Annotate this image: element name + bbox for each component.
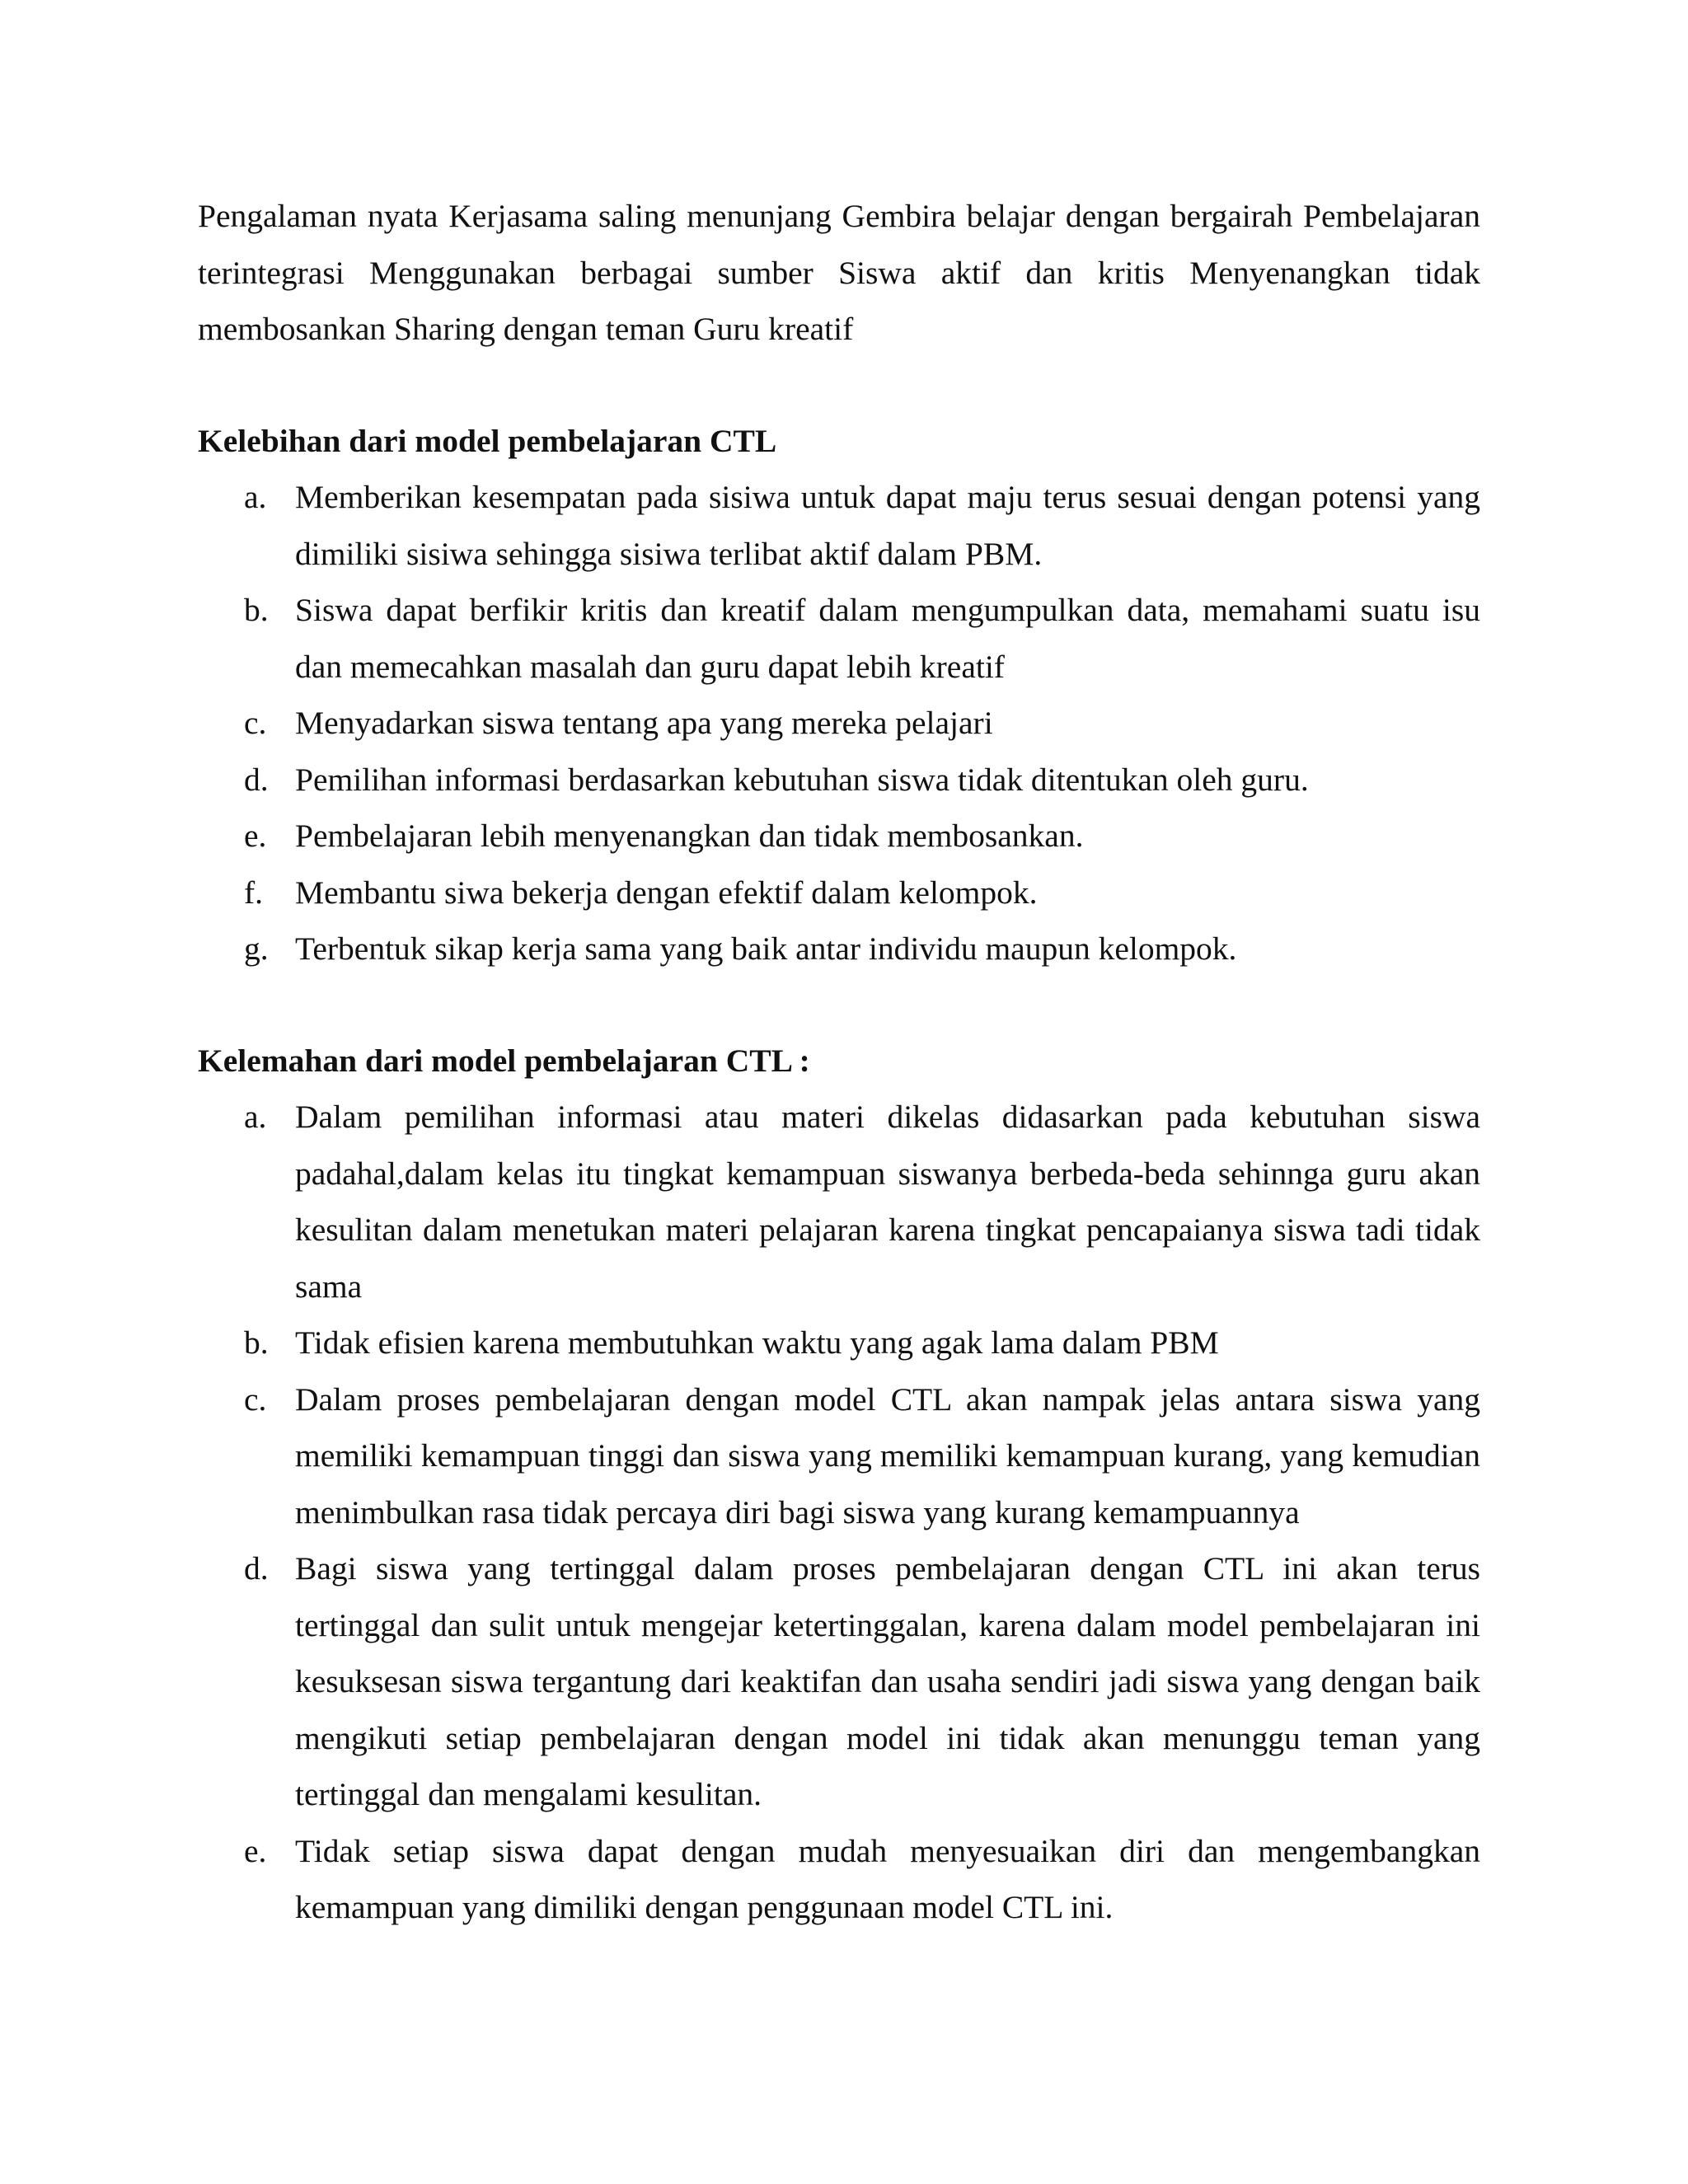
list-marker: d. xyxy=(244,761,269,798)
list-item-text: Memberikan kesempatan pada sisiwa untuk dapat maju terus sesuai dengan potensi yang dimiliki sisiwa sehingga sisiwa terlibat aktif dalam PBM. xyxy=(295,479,1480,572)
list-marker: a. xyxy=(244,1099,267,1135)
document-page xyxy=(198,188,1480,1936)
list-item-text: Pemilihan informasi berdasarkan kebutuhan siswa tidak ditentukan oleh guru. xyxy=(295,761,1309,798)
list-marker: f. xyxy=(244,874,264,911)
kelebihan-item xyxy=(198,808,1480,865)
kelebihan-item xyxy=(198,865,1480,921)
kelemahan-item xyxy=(198,1823,1480,1936)
kelebihan-list xyxy=(198,469,1480,977)
kelemahan-item xyxy=(198,1315,1480,1371)
list-marker: b. xyxy=(244,592,269,628)
list-item-text: Pembelajaran lebih menyenangkan dan tidak membosankan. xyxy=(295,818,1084,854)
list-marker: b. xyxy=(244,1324,269,1361)
kelebihan-item xyxy=(198,469,1480,582)
intro-paragraph: Pengalaman nyata Kerjasama saling menunjang Gembira belajar dengan bergairah Pembelajaran terintegrasi Menggunakan berbagai sumber Siswa aktif dan kritis Menyenangkan tidak membosankan Sharing dengan teman Guru kreatif xyxy=(198,198,1480,347)
kelemahan-item xyxy=(198,1371,1480,1541)
list-marker: g. xyxy=(244,930,269,967)
kelebihan-item xyxy=(198,921,1480,977)
list-item-text: Dalam proses pembelajaran dengan model CTL akan nampak jelas antara siswa yang memiliki kemampuan tinggi dan siswa yang memiliki kemampuan kurang, yang kemudian menimbulkan rasa tidak percaya diri bagi siswa yang kurang kemampuannya xyxy=(295,1380,1480,1530)
list-item-text: Bagi siswa yang tertinggal dalam proses pembelajaran dengan CTL ini akan terus tertinggal dan sulit untuk mengejar ketertinggalan, karena dalam model pembelajaran ini kesuksesan siswa tergantung dari keaktifan dan usaha sendiri jadi siswa yang dengan baik mengikuti setiap pembelajaran dengan model ini tidak akan menunggu teman yang tertinggal dan mengalami kesulitan. xyxy=(295,1550,1480,1812)
list-marker: d. xyxy=(244,1550,269,1586)
kelebihan-item xyxy=(198,752,1480,808)
kelebihan-item xyxy=(198,582,1480,695)
list-marker: e. xyxy=(244,1832,267,1869)
list-item-text: Siswa dapat berfikir kritis dan kreatif dalam mengumpulkan data, memahami suatu isu dan memecahkan masalah dan guru dapat lebih kreatif xyxy=(295,592,1480,685)
list-item-text: Terbentuk sikap kerja sama yang baik antar individu maupun kelompok. xyxy=(295,930,1237,967)
kelemahan-heading: Kelemahan dari model pembelajaran CTL : xyxy=(198,1042,810,1079)
list-item-text: Tidak efisien karena membutuhkan waktu yang agak lama dalam PBM xyxy=(295,1324,1219,1361)
list-item-text: Membantu siwa bekerja dengan efektif dalam kelompok. xyxy=(295,874,1038,911)
list-item-text: Dalam pemilihan informasi atau materi dikelas didasarkan pada kebutuhan siswa padahal,dalam kelas itu tingkat kemampuan siswanya berbeda-beda sehinnga guru akan kesulitan dalam menetukan materi pelajaran karena tingkat pencapaianya siswa tadi tidak sama xyxy=(295,1099,1480,1305)
list-marker: c. xyxy=(244,1380,267,1418)
list-item-text: Menyadarkan siswa tentang apa yang mereka pelajari xyxy=(295,705,993,741)
kelemahan-list xyxy=(198,1089,1480,1936)
list-marker: c. xyxy=(244,705,267,741)
kelemahan-item xyxy=(198,1089,1480,1315)
kelebihan-heading: Kelebihan dari model pembelajaran CTL xyxy=(198,422,777,459)
list-marker: a. xyxy=(244,479,267,515)
kelemahan-item xyxy=(198,1540,1480,1823)
list-item-text: Tidak setiap siswa dapat dengan mudah menyesuaikan diri dan mengembangkan kemampuan yang dimiliki dengan penggunaan model CTL ini. xyxy=(295,1832,1480,1925)
list-marker: e. xyxy=(244,818,267,854)
kelebihan-item xyxy=(198,695,1480,752)
